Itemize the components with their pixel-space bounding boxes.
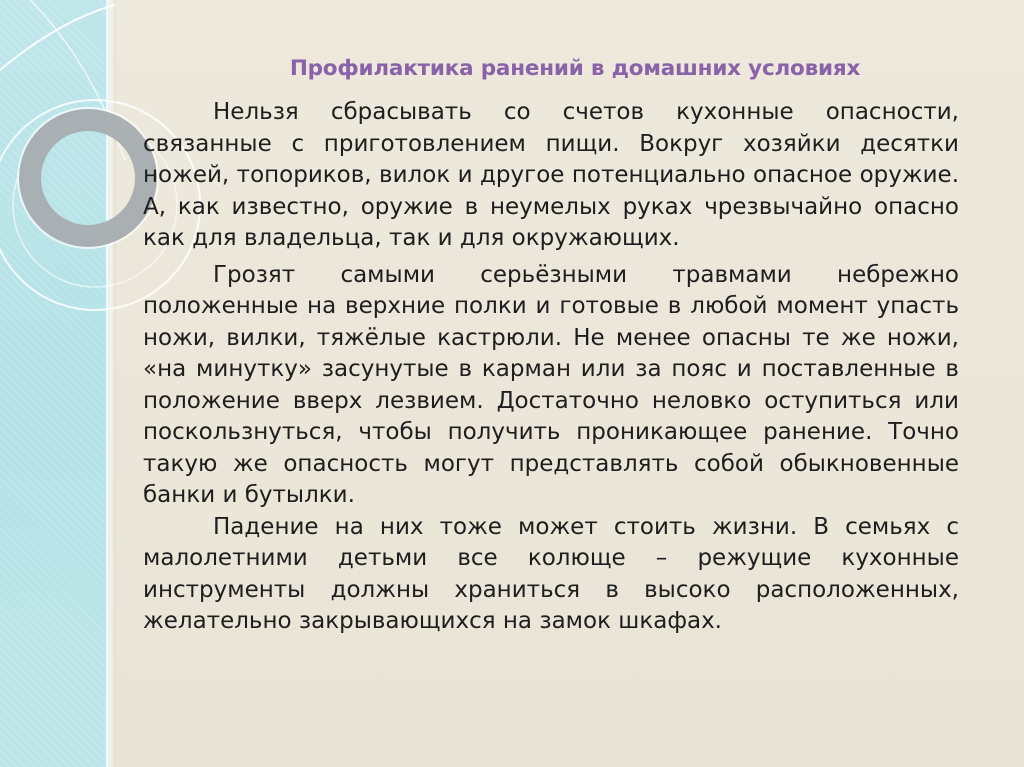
grey-ring [30, 120, 146, 236]
slide-title: Профилактика ранений в домашних условиях [289, 56, 861, 81]
decorative-rings [0, 0, 160, 767]
paragraph-2: Грозят самыми серьёзными травмами небрежно положенные на верхние полки и готовые в любой момент упасть ножи, вилки, тяжёлые кастрюли. Не менее опасны те же ножи, «на минутку» засунутые в карман или за пояс и поставленные в положение вверх лезвием. Достаточно неловко оступиться или поскользнуться, чтобы получить проникающее ранение. Точно такую же опасность могут представлять собой обыкновенные банки и бутылки. [143, 261, 959, 508]
body-text [143, 97, 959, 638]
paragraph-3: Падение на них тоже может стоить жизни. В семьях с малолетними детьми все колюще – режущие кухонные инструменты должны храниться в высоко расположенных, желательно закрывающихся на замок шкафах. [143, 513, 959, 634]
paragraph-1: Нельзя сбрасывать со счетов кухонные опасности, связанные с приготовлением пищи. Вокруг хозяйки десятки ножей, топориков, вилок и другое потенциально опасное оружие. А, как известно, оружие в неумелых руках чрезвычайно опасно как для владельца, так и для окружающих. [143, 99, 959, 251]
